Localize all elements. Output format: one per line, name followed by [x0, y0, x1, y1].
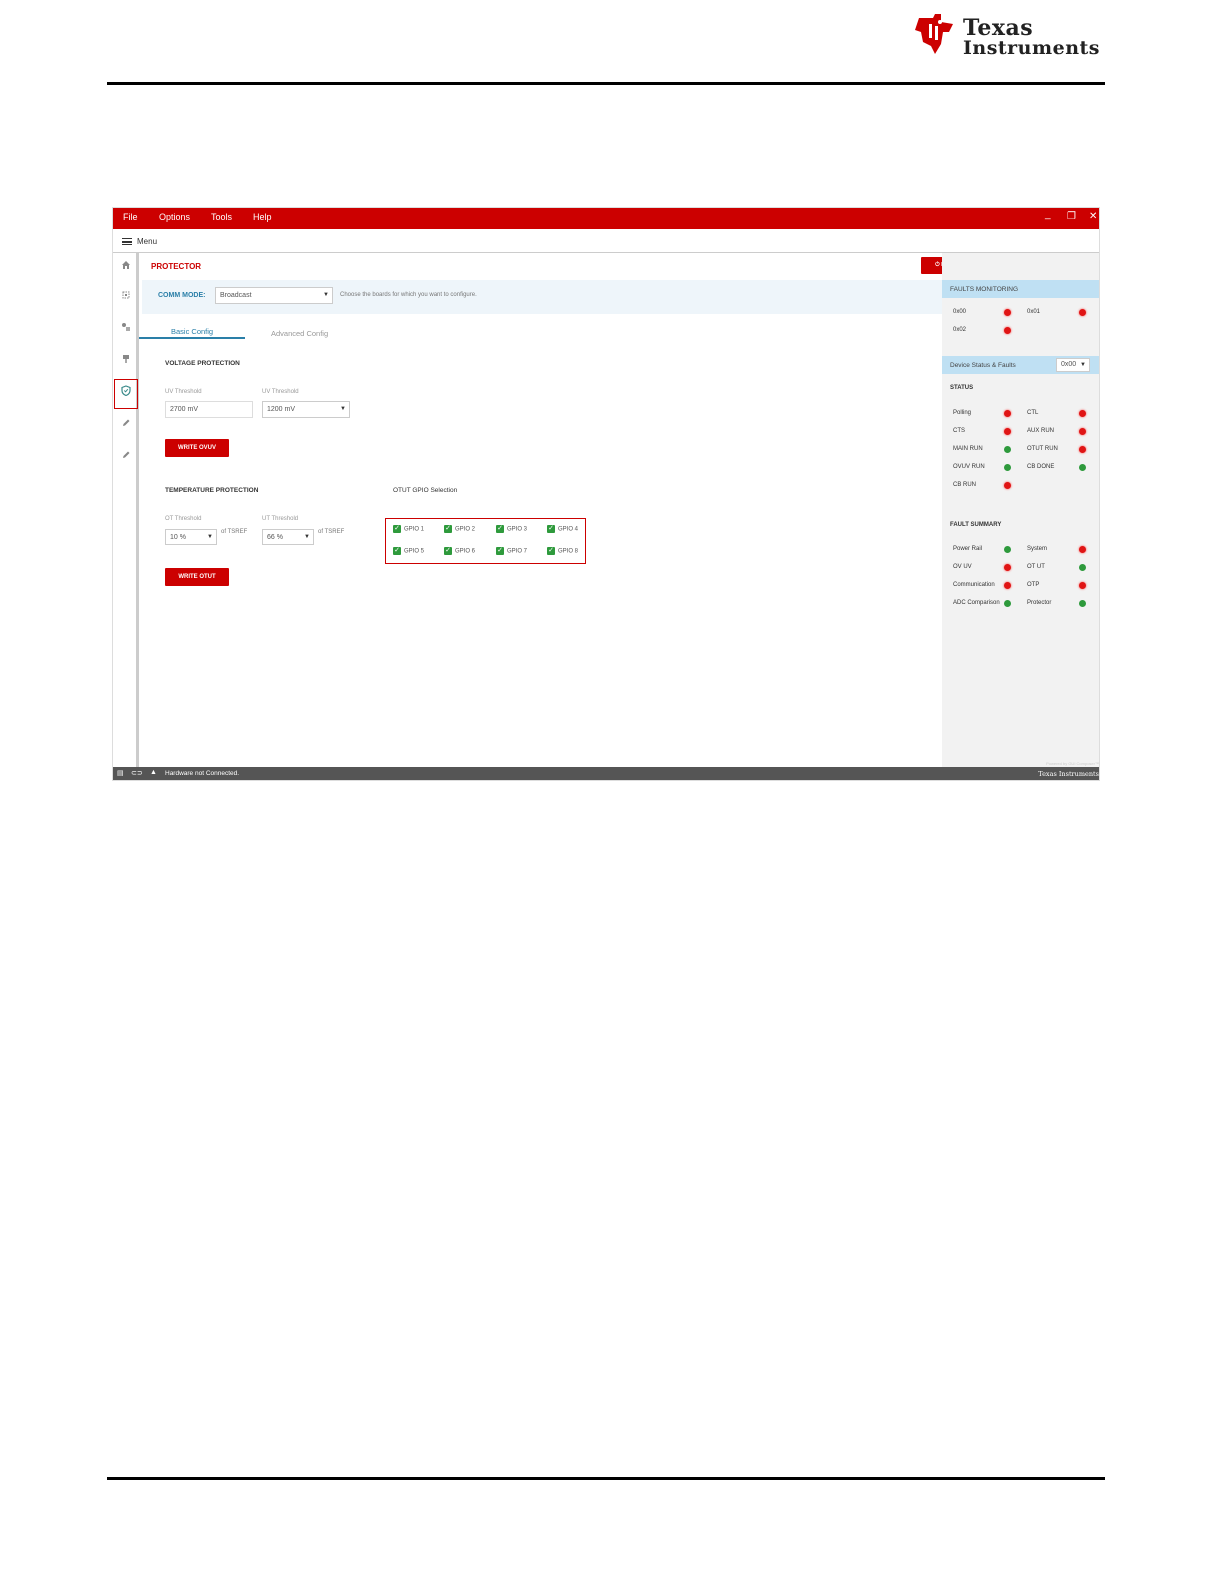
check-icon: ✓ — [497, 547, 503, 554]
voltage-section-title: VOLTAGE PROTECTION — [165, 360, 240, 367]
fm-led-0x00 — [1004, 309, 1011, 316]
gpio-label: GPIO 3 — [507, 526, 528, 533]
fault-label: OT UT — [1027, 564, 1045, 570]
fault-led-ov-uv — [1004, 564, 1011, 571]
home-icon[interactable] — [117, 259, 135, 277]
comm-mode-hint: Choose the boards for which you want to configure. — [340, 292, 477, 298]
status-label: AUX RUN — [1027, 428, 1055, 434]
left-nav — [113, 253, 139, 767]
gpio-checkbox-5[interactable] — [393, 547, 424, 555]
uv-threshold-input[interactable] — [165, 401, 253, 418]
fault-led-otp — [1079, 582, 1086, 589]
pencil-icon[interactable] — [117, 417, 135, 435]
fault-led-power-rail — [1004, 546, 1011, 553]
comm-mode-select[interactable] — [215, 287, 333, 304]
fault-label: System — [1027, 546, 1048, 552]
status-led-ovuv-run — [1004, 464, 1011, 471]
gpio-checkbox-1[interactable] — [393, 525, 424, 533]
gpio-checkbox-6[interactable] — [444, 547, 475, 555]
status-led-cts — [1004, 428, 1011, 435]
check-icon: ✓ — [445, 525, 451, 532]
statusbar-ti-logo: Texas Instruments — [1038, 770, 1099, 778]
ot-unit: of TSREF — [221, 529, 248, 535]
ot-threshold-value: 10 % — [170, 534, 186, 541]
footer-rule — [107, 1477, 1105, 1480]
chevron-up-icon[interactable]: ▲ — [150, 769, 157, 776]
status-led-cb-done — [1079, 464, 1086, 471]
fault-led-system — [1079, 546, 1086, 553]
close-icon[interactable]: ✕ — [1089, 211, 1098, 222]
uv-threshold-value: 2700 mV — [170, 406, 199, 413]
gpio-section-title: OTUT GPIO Selection — [393, 487, 458, 494]
fault-led-communication — [1004, 582, 1011, 589]
right-panel — [942, 253, 1100, 767]
status-led-otut-run — [1079, 446, 1086, 453]
gpio-checkbox-7[interactable] — [496, 547, 527, 555]
faults-monitoring-header — [942, 280, 1100, 298]
connection-status: Hardware not Connected. — [165, 770, 240, 777]
status-led-main-run — [1004, 446, 1011, 453]
check-icon: ✓ — [548, 547, 554, 554]
status-label: OTUT RUN — [1027, 446, 1058, 452]
gpio-label: GPIO 2 — [455, 526, 476, 533]
write-ovuv-button[interactable]: WRITE OVUV — [165, 439, 229, 457]
fm-led-0x01 — [1079, 309, 1086, 316]
pencil-icon[interactable] — [117, 449, 135, 467]
temperature-section-title: TEMPERATURE PROTECTION — [165, 487, 259, 494]
comm-mode-bar — [142, 280, 942, 314]
hamburger-icon[interactable] — [122, 238, 132, 245]
check-icon: ✓ — [394, 547, 400, 554]
faults-monitoring-title: FAULTS MONITORING — [950, 286, 1019, 293]
menu-options[interactable]: Options — [159, 212, 191, 222]
gui-composer-watermark: Powered by GUI Composer™ — [1046, 761, 1099, 766]
comm-mode-value: Broadcast — [220, 292, 252, 299]
check-icon: ✓ — [548, 525, 554, 532]
status-label: MAIN RUN — [953, 446, 983, 452]
ti-logo — [913, 12, 1107, 62]
status-label: CTL — [1027, 410, 1039, 416]
gpio-checkbox-4[interactable] — [547, 525, 578, 533]
main-panel — [142, 253, 942, 767]
tab-advanced-config[interactable]: Advanced Config — [271, 329, 329, 338]
status-led-ctl — [1079, 410, 1086, 417]
app-window — [112, 207, 1100, 781]
gpio-label: GPIO 6 — [455, 548, 476, 555]
check-icon: ✓ — [394, 525, 400, 532]
write-otut-button[interactable]: WRITE OTUT — [165, 568, 229, 586]
ut-threshold-value: 66 % — [267, 534, 283, 541]
header-rule — [107, 82, 1105, 85]
fm-led-0x02 — [1004, 327, 1011, 334]
ov-threshold-select[interactable] — [262, 401, 350, 418]
status-led-polling — [1004, 410, 1011, 417]
gpio-label: GPIO 8 — [558, 548, 579, 555]
fault-label: Power Rail — [953, 546, 983, 552]
status-label: OVUV RUN — [953, 464, 985, 470]
active-tab-indicator — [139, 337, 245, 339]
minimize-icon[interactable]: _ — [1045, 209, 1051, 220]
fault-label: OV UV — [953, 564, 972, 570]
device-icon[interactable] — [117, 289, 135, 307]
restore-icon[interactable]: ❐ — [1067, 211, 1076, 222]
page-title: PROTECTOR — [151, 262, 202, 271]
status-led-cb-run — [1004, 482, 1011, 489]
ut-unit: of TSREF — [318, 529, 345, 535]
ut-threshold-select[interactable] — [262, 529, 314, 545]
logo-line2: Instruments — [963, 37, 1100, 59]
gpio-checkbox-2[interactable] — [444, 525, 475, 533]
fault-led-adc-comparison — [1004, 600, 1011, 607]
chevron-down-icon: ▼ — [304, 534, 310, 540]
menu-label[interactable]: Menu — [137, 237, 158, 246]
ut-threshold-label: UT Threshold — [262, 516, 299, 522]
status-bar — [113, 767, 1100, 781]
status-label: CB RUN — [953, 482, 977, 488]
check-icon: ✓ — [497, 525, 503, 532]
device-select[interactable] — [1056, 358, 1090, 372]
gpio-selection-box — [385, 518, 586, 564]
chevron-down-icon: ▼ — [1080, 362, 1086, 368]
status-led-aux-run — [1079, 428, 1086, 435]
ti-state-icon — [913, 12, 959, 56]
tab-basic-config[interactable]: Basic Config — [171, 327, 214, 336]
menu-file[interactable]: File — [123, 212, 138, 222]
ot-threshold-label: OT Threshold — [165, 516, 202, 522]
power-icon: ⏻ — [935, 262, 942, 268]
protector-shield-icon[interactable] — [114, 379, 138, 409]
uv-threshold-label: UV Threshold — [165, 389, 202, 395]
device-select-value: 0x00 — [1061, 361, 1077, 368]
gpio-label: GPIO 4 — [558, 526, 579, 533]
menu-help[interactable]: Help — [253, 212, 272, 222]
fault-led-protector — [1079, 600, 1086, 607]
menubar — [113, 208, 1100, 229]
fault-summary-title: FAULT SUMMARY — [950, 522, 1002, 528]
chevron-down-icon: ▼ — [323, 292, 329, 298]
chevron-down-icon: ▼ — [207, 534, 213, 540]
menu-tools[interactable]: Tools — [211, 212, 233, 222]
connect-icon[interactable]: ⊂⊃ — [131, 770, 143, 777]
fault-label: Communication — [953, 582, 995, 588]
ov-threshold-value: 1200 mV — [267, 406, 296, 413]
ov-threshold-label: UV Threshold — [262, 389, 299, 395]
check-icon: ✓ — [445, 547, 451, 554]
fault-label: OTP — [1027, 582, 1040, 588]
fm-label-0x02: 0x02 — [953, 327, 967, 333]
config-icon[interactable] — [117, 321, 135, 339]
gpio-checkbox-3[interactable] — [496, 525, 527, 533]
settings-icon[interactable] — [117, 353, 135, 371]
menu-row — [113, 229, 1100, 253]
comm-mode-label: COMM MODE: — [158, 292, 206, 299]
status-label: Polling — [953, 410, 972, 416]
fault-led-ot-ut — [1079, 564, 1086, 571]
device-status-title: Device Status & Faults — [950, 362, 1016, 369]
status-title: STATUS — [950, 385, 974, 391]
book-icon[interactable]: ▤ — [117, 770, 124, 777]
fault-label: ADC Comparison — [953, 600, 1000, 606]
fm-label-0x00: 0x00 — [953, 309, 967, 315]
device-status-header — [942, 356, 1100, 374]
status-label: CTS — [953, 428, 965, 434]
fault-label: Protector — [1027, 600, 1052, 606]
gpio-label: GPIO 7 — [507, 548, 528, 555]
gpio-label: GPIO 5 — [404, 548, 425, 555]
ot-threshold-select[interactable] — [165, 529, 217, 545]
fm-label-0x01: 0x01 — [1027, 309, 1041, 315]
status-label: CB DONE — [1027, 464, 1055, 470]
chevron-down-icon: ▼ — [340, 406, 346, 412]
logo-line1: Texas — [963, 15, 1034, 41]
gpio-label: GPIO 1 — [404, 526, 425, 533]
gpio-checkbox-8[interactable] — [547, 547, 578, 555]
